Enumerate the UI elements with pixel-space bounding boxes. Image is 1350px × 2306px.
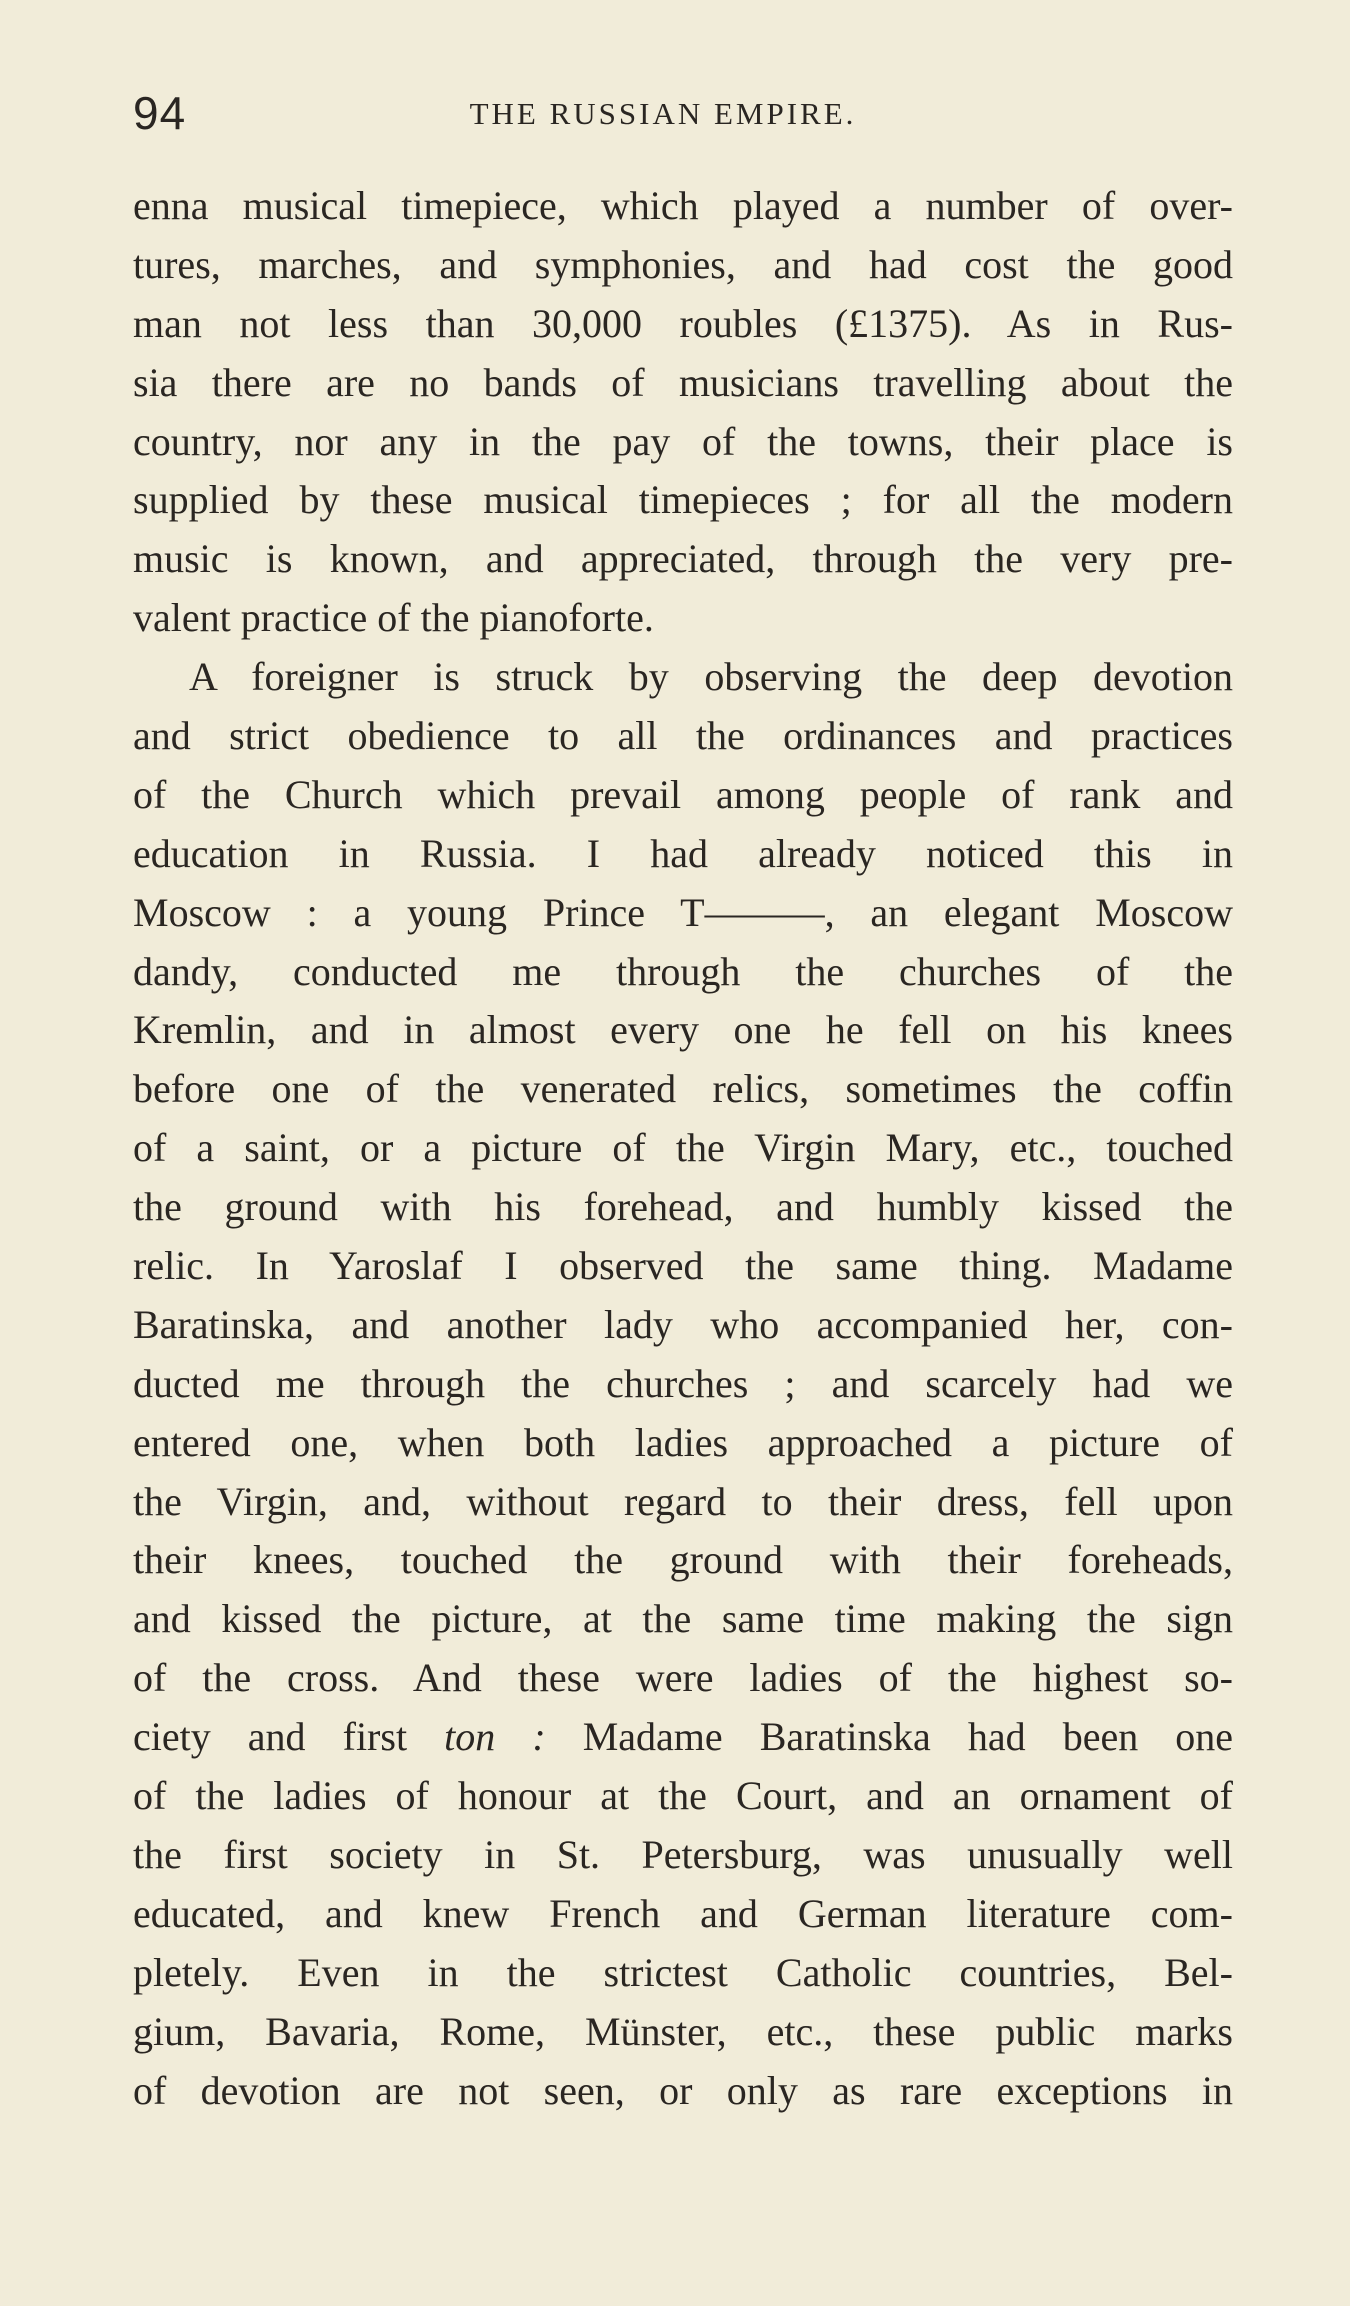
- running-head: [133, 88, 1233, 138]
- text-line: and kissed the picture, at the same time making the sign: [133, 1596, 1233, 1642]
- text-line: country, nor any in the pay of the towns, their place is: [133, 418, 1233, 464]
- text-line: and strict obedience to all the ordinances and practices: [133, 713, 1233, 759]
- text-line: educated, and knew French and German literature com-: [133, 1890, 1233, 1936]
- text-line: valent practice of the pianoforte.: [133, 595, 654, 641]
- text-line: relic. In Yaroslaf I observed the same thing. Madame: [133, 1243, 1233, 1289]
- text-line: dandy, conducted me through the churches of the: [133, 948, 1233, 994]
- paragraph-first-line: A foreigner is struck by observing the deep devotion: [189, 654, 1233, 700]
- text-line: education in Russia. I had already noticed this in: [133, 830, 1233, 876]
- text-line: their knees, touched the ground with their foreheads,: [133, 1537, 1233, 1583]
- text-line: pletely. Even in the strictest Catholic countries, Bel-: [133, 1949, 1233, 1995]
- text-segment: ciety and first: [133, 1714, 408, 1760]
- text-line: gium, Bavaria, Rome, Münster, etc., these public marks: [133, 2008, 1233, 2054]
- text-line: enna musical timepiece, which played a number of over-: [133, 183, 1233, 228]
- text-line: the first society in St. Petersburg, was unusually well: [133, 1831, 1233, 1877]
- text-line: ducted me through the churches ; and scarcely had we: [133, 1360, 1233, 1406]
- text-line: of a saint, or a picture of the Virgin Mary, etc., touched: [133, 1125, 1233, 1171]
- running-title: THE RUSSIAN EMPIRE.: [469, 96, 857, 131]
- page-number: 94: [133, 87, 187, 139]
- text-line: of the cross. And these were ladies of the highest so-: [133, 1655, 1233, 1701]
- text-segment: Madame Baratinska had been one: [582, 1714, 1234, 1760]
- text-line: [133, 1708, 1233, 1767]
- text-line: of the Church which prevail among people of rank and: [133, 771, 1233, 817]
- text-line: entered one, when both ladies approached a picture of: [133, 1419, 1233, 1465]
- body-text: [133, 177, 1233, 2120]
- text-line: of devotion are not seen, or only as rare exceptions in: [133, 2067, 1233, 2113]
- text-line: sia there are no bands of musicians travelling about the: [133, 359, 1233, 405]
- text-line: music is known, and appreciated, through the very pre-: [133, 536, 1233, 582]
- text-line: man not less than 30,000 roubles (£1375). As in Rus-: [133, 300, 1233, 346]
- text-line: the Virgin, and, without regard to their dress, fell upon: [133, 1478, 1233, 1524]
- italic-term: ton :: [444, 1714, 546, 1760]
- text-line: Moscow : a young Prince T———, an elegant Moscow: [133, 889, 1233, 935]
- text-line: tures, marches, and symphonies, and had cost the good: [133, 241, 1233, 287]
- text-line: supplied by these musical timepieces ; for all the modern: [133, 477, 1233, 523]
- text-line: Baratinska, and another lady who accompanied her, con-: [133, 1301, 1233, 1347]
- text-line: of the ladies of honour at the Court, and an ornament of: [133, 1773, 1233, 1819]
- text-line: Kremlin, and in almost every one he fell on his knees: [133, 1007, 1233, 1053]
- text-line: before one of the venerated relics, sometimes the coffin: [133, 1066, 1233, 1112]
- text-line: the ground with his forehead, and humbly kissed the: [133, 1184, 1233, 1230]
